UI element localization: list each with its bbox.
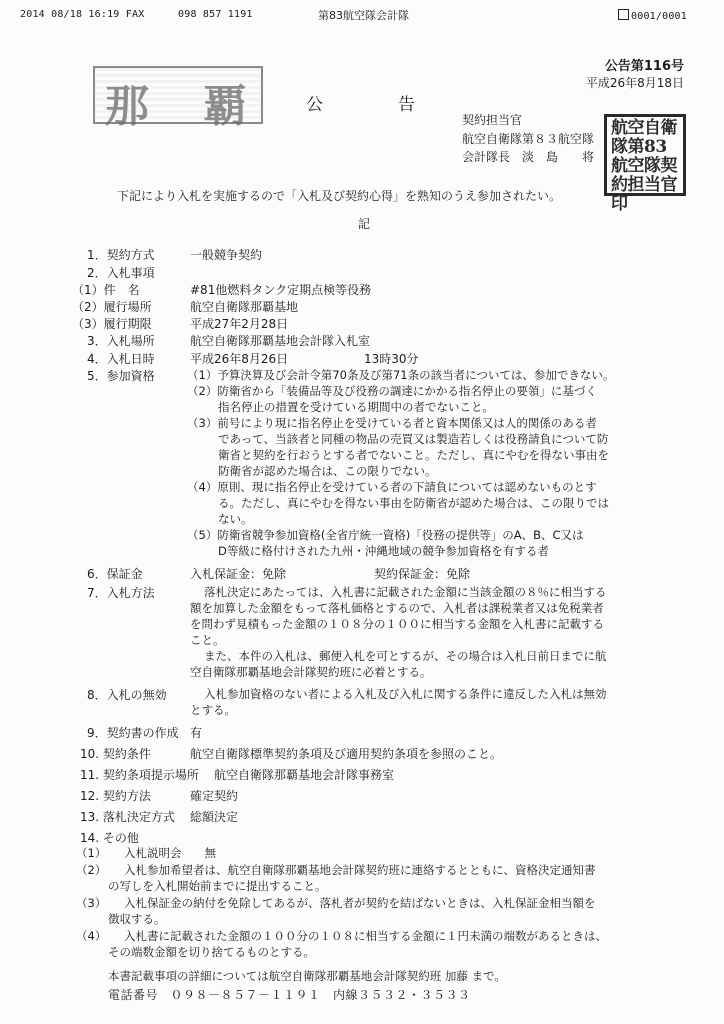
item-7-f: 空自衛隊那覇基地会計隊契約班に必着とする。 [190,665,432,679]
fax-datetime: 2014 08/18 16:19 FAX [20,9,145,20]
item-3-label: 3．入札場所 [87,334,155,348]
item-8-b: とする。 [190,703,236,717]
item-8-label: 8．入札の無効 [87,688,167,702]
item-2-1-label: （1）件 名 [72,283,140,297]
notice-date: 平成26年8月18日 [585,76,684,90]
item-5-4c: ない。 [218,512,253,526]
item-5-3a: （3）前号により現に指名停止を受けている者と資本関係又は人的関係のある者 [187,416,597,430]
item-7-d: こと。 [190,633,225,647]
item-5-3b: であって、当該者と同種の物品の売買又は製造若しくは役務請負について防 [218,432,609,446]
item-7-label: 7．入札方法 [87,586,155,600]
item-1-label: 1．契約方式 [87,248,155,262]
item-5-2a: （2）防衛省から「装備品等及び役務の調達にかかる指名停止の要領」に基づく [187,384,597,398]
item-7-c: を問わず見積もった金額の１０８分の１００に相当する金額を入札書に記載する [190,617,604,631]
official-seal [604,114,686,214]
item-2-3-value: 平成27年2月28日 [190,317,289,331]
contractor-label: 契約担当官 [462,113,523,127]
item-1-value: 一般競争契約 [190,248,263,262]
item-14-4b: その端数金額を切り捨てるものとする。 [108,945,315,959]
page-counter-value: 0001/0001 [631,11,687,22]
seal-text: 航空自衛隊第83航空隊契約担当官印 [611,118,677,214]
item-12-label: 12. 契約方法 [80,789,151,803]
page-counter-icon [618,9,629,20]
footer-contact: 本書記載事項の詳細については航空自衛隊那覇基地会計隊契約班 加藤 まで。 [108,969,506,983]
item-14-2-label: （2） [76,863,107,877]
item-4-label: 4．入札日時 [87,352,155,366]
item-10-label: 10. 契約条件 [80,747,151,761]
item-3-value: 航空自衛隊那覇基地会計隊入札室 [190,334,371,348]
item-14-2b: の写しを入札開始前までに提出すること。 [108,879,327,893]
item-11-label: 11. 契約条項提示場所 [80,768,199,782]
fax-number: 098 857 1191 [178,9,253,20]
item-5-4b: る。ただし、真にやむを得ない事由を防衛省が認めた場合は、この限りでは [218,496,609,510]
fax-page-counter [618,9,687,22]
item-5-5b: D等級に格付けされた九州・沖縄地域の競争参加資格を有する者 [218,544,549,558]
item-4-time: 13時30分 [364,352,419,366]
item-2-3-label: （3）履行期限 [72,317,152,331]
contractor-org: 航空自衛隊第８３航空隊 [462,132,595,146]
item-14-3a: 入札保証金の納付を免除してあるが、落札者が契約を結ばないときは、入札保証金相当額を [124,896,596,910]
item-5-1: （1）予算決算及び会計令第70条及び第71条の該当者については、参加できない。 [187,368,615,382]
item-14-label: 14. その他 [80,831,139,845]
item-5-4a: （4）原則、現に指名停止を受けている者の下請負については認めないものとす [187,480,597,494]
item-5-label: 5．参加資格 [87,369,155,383]
item-2-2-label: （2）履行場所 [72,300,152,314]
title-char-1: 公 [306,95,323,115]
item-2-1-value: #81他燃料タンク定期点検等役務 [190,283,372,297]
item-7-e: また、本件の入札は、郵便入札を可とするが、その場合は入札日前日までに航 [204,649,607,663]
item-6-value-2: 契約保証金：免除 [374,567,471,581]
item-13-label: 13. 落札決定方式 [80,810,175,824]
item-7-b: 額を加算した金額をもって落札価格とするので、入札者は課税業者又は免税業者 [190,601,604,615]
item-14-3-label: （3） [76,896,107,910]
item-2-2-value: 航空自衛隊那覇基地 [190,300,299,314]
item-6-value-1: 入札保証金：免除 [190,567,287,581]
naha-stamp [93,66,263,132]
item-14-3b: 徴収する。 [108,912,166,926]
item-9-label: 9．契約書の作成 [87,726,179,740]
item-7-a: 落札決定にあたっては、入札書に記載された金額に当該金額の８％に相当する [204,585,607,599]
item-14-4-label: （4） [76,929,107,943]
item-5-3d: 防衛省が認めた場合は、この限りでない。 [218,464,437,478]
item-13-value: 総額決定 [190,810,239,824]
item-14-4a: 入札書に記載された金額の１００分の１０８に相当する金額に１円未満の端数があるときは、 [124,929,607,943]
item-11-value: 航空自衛隊那覇基地会計隊事務室 [214,768,395,782]
item-9-value: 有 [190,726,203,740]
item-14-2a: 入札参加希望者は、航空自衛隊那覇基地会計隊契約班に連絡するとともに、資格決定通知書 [124,863,596,877]
footer-phone: 電話番号 ０９８－８５７－１１９１ 内線３５３２・３５３３ [108,988,471,1002]
item-5-5a: （5）防衛省競争参加資格(全省庁統一資格)「役務の提供等」のA、B、C又は [187,528,584,542]
item-5-3c: 衛省と契約を行おうとする者でないこと。ただし、真にやむを得ない事由を [218,448,609,462]
naha-stamp-char-1: 那 [105,81,149,132]
item-5-2b: 指名停止の措置を受けている期間中の者でないこと。 [218,400,494,414]
item-10-value: 航空自衛隊標準契約条項及び適用契約条項を参照のこと。 [190,747,503,761]
naha-stamp-char-2: 覇 [203,81,247,132]
item-12-value: 確定契約 [190,789,239,803]
item-2-label: 2．入札事項 [87,266,155,280]
item-14-1-label: （1） [76,846,107,860]
item-14-1-value: 入札説明会 無 [124,846,216,860]
intro-text: 下記により入札を実施するので「入札及び契約心得」を熟知のうえ参加されたい。 [117,189,562,203]
item-6-label: 6．保証金 [87,567,143,581]
notice-number: 公告第116号 [604,59,684,74]
ki-heading: 記 [358,217,371,231]
fax-sender: 第83航空隊会計隊 [318,9,409,22]
contractor-name: 会計隊長 淡 島 将 [462,150,595,164]
title-char-2: 告 [398,95,415,115]
item-8-a: 入札参加資格のない者による入札及び入札に関する条件に違反した入札は無効 [204,687,607,701]
item-4-date: 平成26年8月26日 [190,352,289,366]
